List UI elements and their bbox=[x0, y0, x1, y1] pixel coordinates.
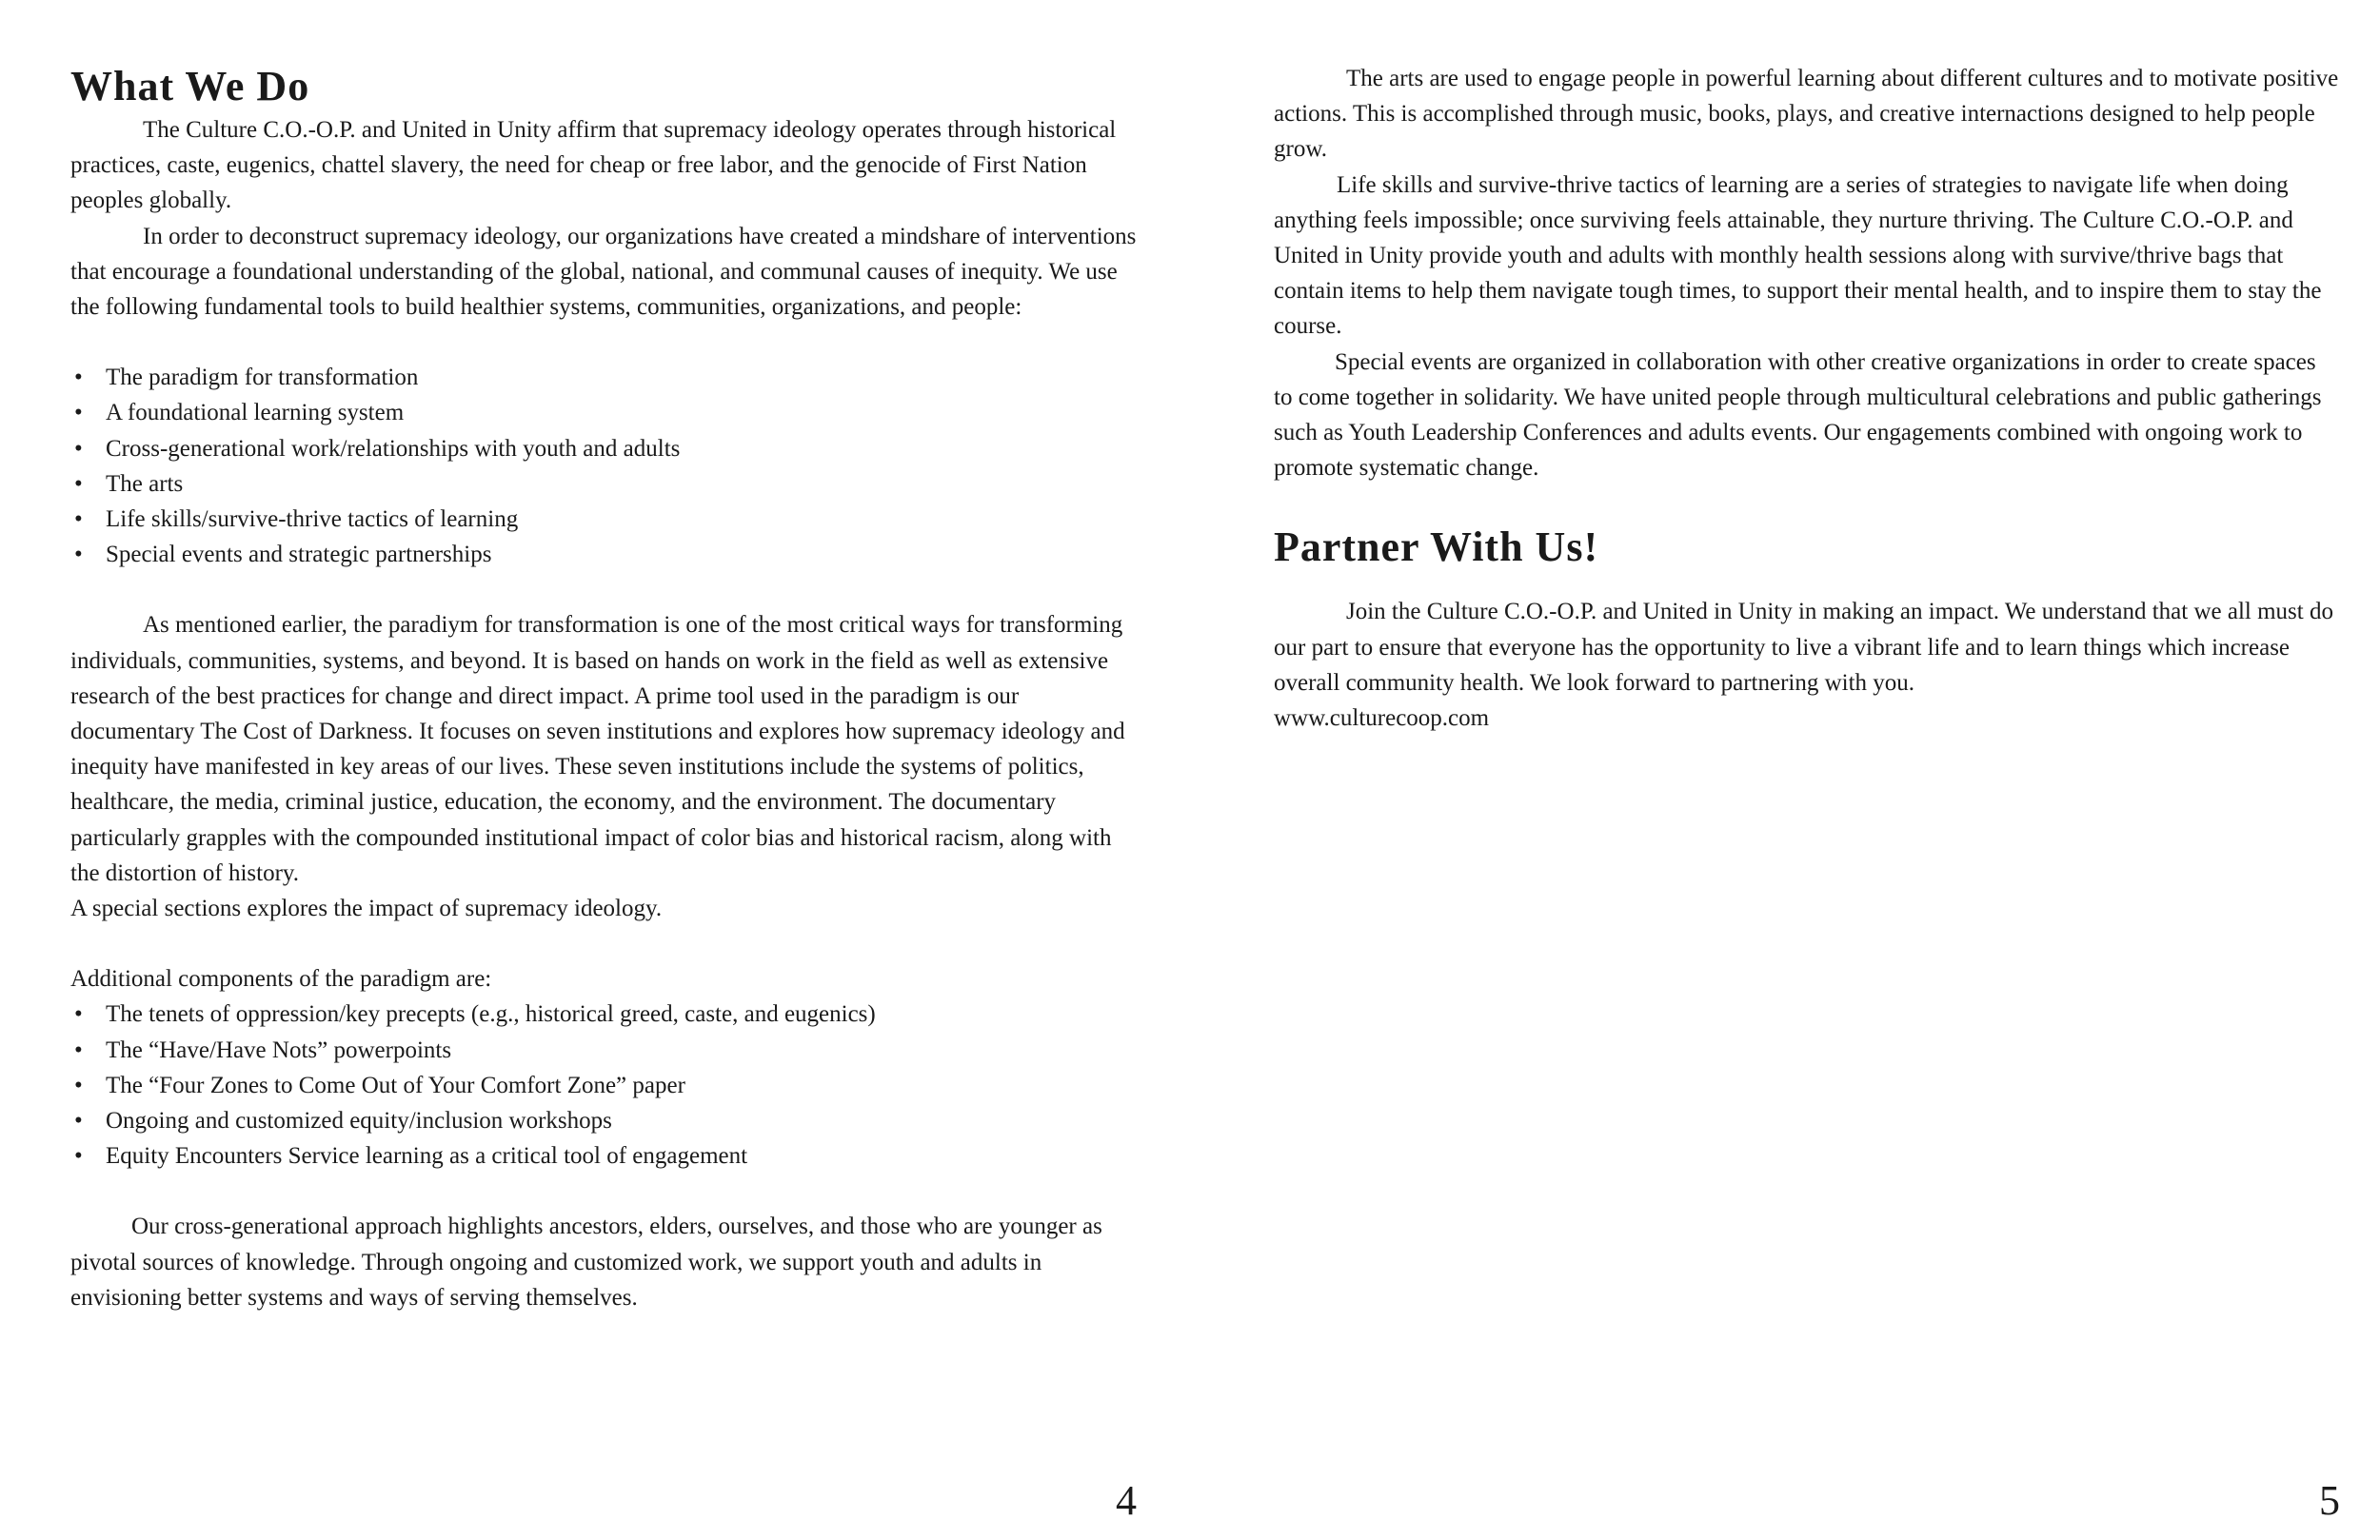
special-events-paragraph: Special events are organized in collaboration with other creative organizations in order to create spaces to come together in solidarity. We have united people through multicultural celebrations and public gatherings such as Youth Leadership Conferences and adults events. Our engagements combined with ongoing work to promote systematic change. bbox=[1274, 348, 2322, 482]
list-item-text: Special events and strategic partnerships bbox=[106, 542, 492, 568]
spacer bbox=[70, 325, 1137, 360]
intro-paragraph: In order to deconstruct supremacy ideology, our organizations have created a mindshare of interventions that encourage a foundational understanding of the global, national, and communal causes of inequity. We use the following fundamental tools to build healthier systems, communities, organizations, and people: bbox=[70, 223, 1137, 321]
spacer bbox=[70, 572, 1137, 607]
list-item bbox=[70, 1068, 1137, 1103]
list-item-text: The “Four Zones to Come Out of Your Comfort Zone” paper bbox=[106, 1072, 685, 1098]
bullet-icon: • bbox=[74, 1108, 83, 1135]
bullet-icon: • bbox=[74, 470, 83, 497]
list-item bbox=[70, 1138, 1137, 1174]
components-list bbox=[70, 997, 1137, 1174]
bullet-icon: • bbox=[74, 1001, 83, 1028]
arts-paragraph: The arts are used to engage people in powerful learning about different cultures and to motivate positive actions. This is accomplished through music, books, plays, and creative internactions designed to help people grow. bbox=[1274, 66, 2339, 163]
partner-paragraph: Join the Culture C.O.-O.P. and United in Unity in making an impact. We understand that we all must do our part to ensure that everyone has the opportunity to live a vibrant life and to learn things which increase overall community health. We look forward to partnering with you. bbox=[1274, 599, 2333, 696]
bullet-icon: • bbox=[74, 542, 83, 568]
page-number-right: 5 bbox=[2319, 1477, 2340, 1524]
bullet-icon: • bbox=[74, 506, 83, 533]
components-intro: Additional components of the paradigm are: bbox=[70, 966, 492, 993]
special-section-line: A special sections explores the impact of supremacy ideology. bbox=[70, 896, 663, 922]
paradigm-paragraph: As mentioned earlier, the paradiym for transformation is one of the most critical ways for transforming individuals, communities, systems, and beyond. It is based on hands on work in the field as well as extensive research of the best practices for change and direct impact. A prime tool used in the paradigm is our documentary The Cost of Darkness. It focuses on seven institutions and explores how supremacy ideology and inequity have manifested in key areas of our lives. These seven institutions include the systems of politics, healthcare, the media, criminal justice, education, the economy, and the environment. The documentary particularly grapples with the compounded institutional impact of color bias and historical racism, along with the distortion of history. bbox=[70, 612, 1125, 886]
list-item-text: Equity Encounters Service learning as a critical tool of engagement bbox=[106, 1143, 748, 1170]
section-title-what-we-do: What We Do bbox=[70, 63, 310, 109]
list-item-text: A foundational learning system bbox=[106, 400, 405, 426]
list-item bbox=[70, 360, 1137, 395]
tools-list bbox=[70, 360, 1137, 572]
left-page bbox=[70, 0, 1137, 1315]
list-item bbox=[70, 537, 1137, 572]
list-item-text: Ongoing and customized equity/inclusion workshops bbox=[106, 1108, 612, 1135]
list-item-text: The paradigm for transformation bbox=[106, 365, 419, 391]
list-item bbox=[70, 502, 1137, 537]
list-item-text: Cross-generational work/relationships with youth and adults bbox=[106, 435, 681, 462]
bullet-icon: • bbox=[74, 365, 83, 391]
list-item bbox=[70, 431, 1137, 466]
list-item bbox=[70, 466, 1137, 502]
right-page bbox=[1274, 0, 2340, 736]
website-link[interactable]: www.culturecoop.com bbox=[1274, 705, 1490, 732]
list-item-text: The tenets of oppression/key precepts (e.g., historical greed, caste, and eugenics) bbox=[106, 1001, 876, 1028]
list-item bbox=[70, 1103, 1137, 1138]
list-item-text: Life skills/survive-thrive tactics of learning bbox=[106, 506, 519, 533]
section-title-partner-with-us: Partner With Us! bbox=[1274, 523, 1599, 571]
intro-paragraph: The Culture C.O.-O.P. and United in Unity affirm that supremacy ideology operates through historical practices, caste, eugenics, chattel slavery, the need for cheap or free labor, and the genocide of First Nation peoples globally. bbox=[70, 117, 1117, 214]
bullet-icon: • bbox=[74, 1072, 83, 1098]
bullet-icon: • bbox=[74, 1143, 83, 1170]
spacer bbox=[70, 926, 1137, 961]
spacer bbox=[70, 1174, 1137, 1209]
bullet-icon: • bbox=[74, 435, 83, 462]
list-item bbox=[70, 997, 1137, 1032]
list-item-text: The “Have/Have Nots” powerpoints bbox=[106, 1037, 452, 1063]
bullet-icon: • bbox=[74, 1037, 83, 1063]
list-item-text: The arts bbox=[106, 470, 184, 497]
cross-generational-paragraph: Our cross-generational approach highlights ancestors, elders, ourselves, and those who are younger as pivotal sources of knowledge. Through ongoing and customized work, we support youth and adults in envisioning better systems and ways of serving themselves. bbox=[70, 1214, 1102, 1311]
list-item bbox=[70, 395, 1137, 430]
list-item bbox=[70, 1033, 1137, 1068]
life-skills-paragraph: Life skills and survive-thrive tactics of learning are a series of strategies to navigate life when doing anything feels impossible; once surviving feels attainable, they nurture thriving. The Culture C.O.-O.P. and United in Unity provide youth and adults with monthly health sessions along with survive/thrive bags that contain items to help them navigate tough times, to support their mental health, and to inspire them to stay the course. bbox=[1274, 171, 2322, 340]
bullet-icon: • bbox=[74, 400, 83, 426]
page-number-left: 4 bbox=[1116, 1477, 1137, 1524]
